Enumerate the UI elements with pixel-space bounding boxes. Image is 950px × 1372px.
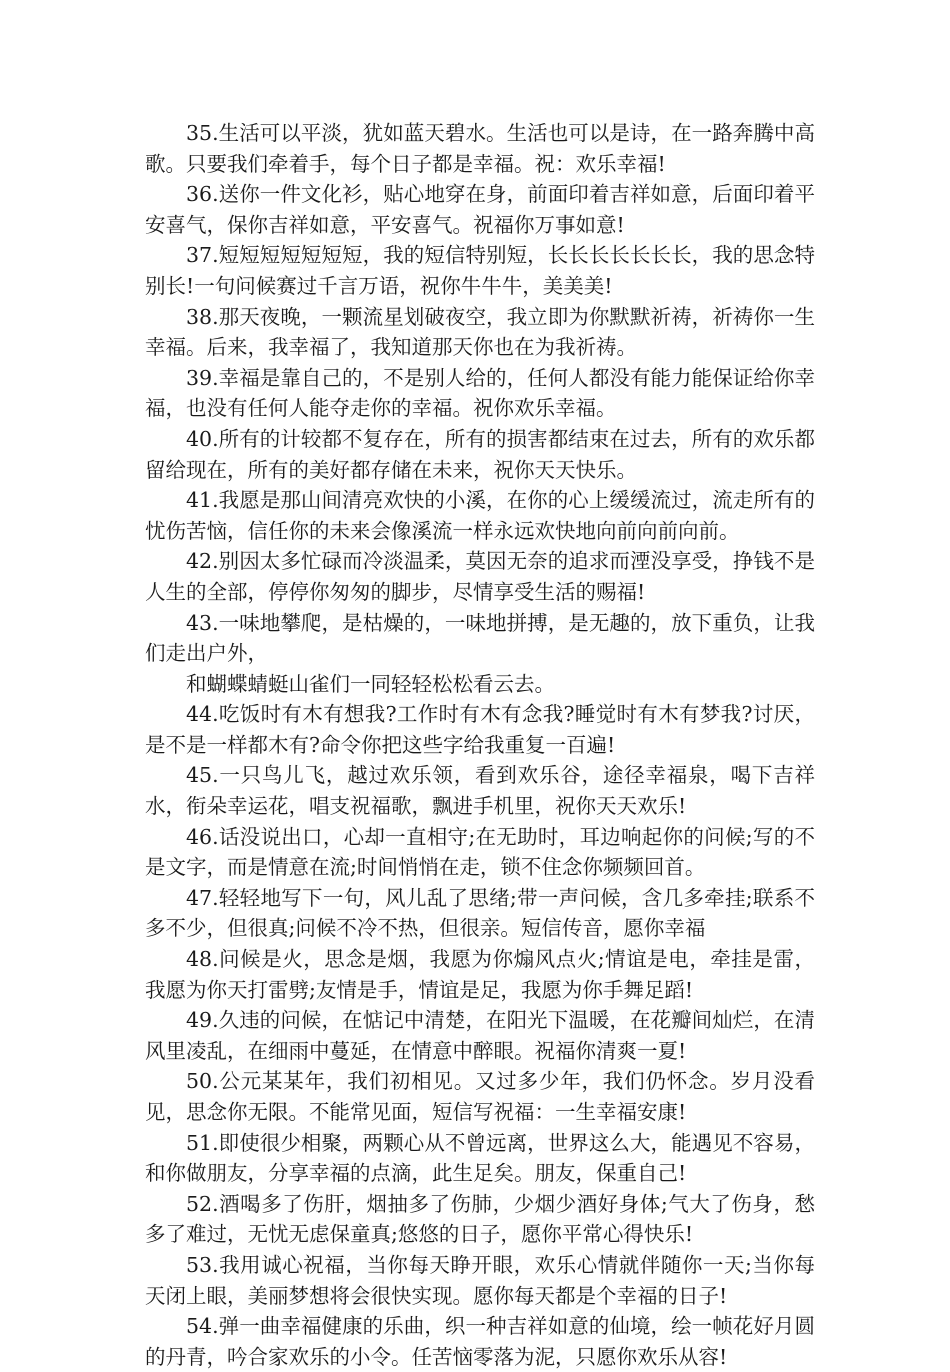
paragraph-41: 41.我愿是那山间清亮欢快的小溪，在你的心上缓缓流过，流走所有的忧伤苦恼，信任你的未来会像溪流一样永远欢快地向前向前向前。	[145, 488, 815, 543]
paragraph-43: 43.一味地攀爬，是枯燥的，一味地拼搏，是无趣的，放下重负，让我们走出户外，	[145, 610, 815, 666]
paragraph-54: 54.弹一曲幸福健康的乐曲，织一种吉祥如意的仙境，绘一帧花好月圆的丹青，吟合家欢乐的小令。任苦恼零落为泥，只愿你欢乐从容!	[145, 1314, 815, 1369]
paragraph-39: 39.幸福是靠自己的，不是别人给的，任何人都没有能力能保证给你幸福，也没有任何人能夺走你的幸福。祝你欢乐幸福。	[145, 365, 815, 421]
paragraph-44: 44.吃饭时有木有想我?工作时有木有念我?睡觉时有木有梦我?讨厌，是不是一样都木有?命令你把这些字给我重复一百遍!	[145, 702, 815, 757]
paragraph-40: 40.所有的计较都不复存在，所有的损害都结束在过去，所有的欢乐都留给现在，所有的美好都存储在未来，祝你天天快乐。	[145, 426, 815, 482]
paragraph-46: 46.话没说出口，心却一直相守;在无助时，耳边响起你的问候;写的不是文字，而是情意在流;时间悄悄在走，锁不住念你频频回首。	[145, 824, 815, 880]
paragraph-52: 52.酒喝多了伤肝，烟抽多了伤肺，少烟少酒好身体;气大了伤身，愁多了难过，无忧无虑保童真;悠悠的日子，愿你平常心得快乐!	[145, 1191, 815, 1247]
paragraph-36: 36.送你一件文化衫，贴心地穿在身，前面印着吉祥如意，后面印着平安喜气，保你吉祥如意，平安喜气。祝福你万事如意!	[145, 182, 815, 237]
paragraph-48: 48.问候是火，思念是烟，我愿为你煽风点火;情谊是电，牵挂是雷，我愿为你天打雷劈;友情是手，情谊是足，我愿为你手舞足蹈!	[145, 947, 815, 1002]
paragraph-35: 35.生活可以平淡，犹如蓝天碧水。生活也可以是诗，在一路奔腾中高歌。只要我们牵着手，每个日子都是幸福。祝：欢乐幸福!	[145, 121, 815, 176]
paragraph-50: 50.公元某某年，我们初相见。又过多少年，我们仍怀念。岁月没看见，思念你无限。不能常见面，短信写祝福：一生幸福安康!	[145, 1069, 815, 1124]
paragraph-45: 45.一只鸟儿飞，越过欢乐领，看到欢乐谷，途径幸福泉，喝下吉祥水，衔朵幸运花，唱支祝福歌，飘进手机里，祝你天天欢乐!	[145, 763, 815, 819]
paragraph-53: 53.我用诚心祝福，当你每天睁开眼，欢乐心情就伴随你一天;当你每天闭上眼，美丽梦想将会很快实现。愿你每天都是个幸福的日子!	[145, 1252, 815, 1308]
document-body	[145, 118, 815, 1372]
paragraph-38: 38.那天夜晚，一颗流星划破夜空，我立即为你默默祈祷，祈祷你一生幸福。后来，我幸福了，我知道那天你也在为我祈祷。	[145, 304, 815, 360]
paragraph-47: 47.轻轻地写下一句，风儿乱了思绪;带一声问候，含几多牵挂;联系不多不少，但很真;问候不冷不热，但很亲。短信传音，愿你幸福	[145, 885, 815, 941]
paragraph-51: 51.即使很少相聚，两颗心从不曾远离，世界这么大，能遇见不容易，和你做朋友，分享幸福的点滴，此生足矣。朋友，保重自己!	[145, 1130, 815, 1186]
paragraph-42: 42.别因太多忙碌而冷淡温柔，莫因无奈的追求而湮没享受，挣钱不是人生的全部，停停你匆匆的脚步，尽情享受生活的赐福!	[145, 549, 815, 604]
paragraph-43-continuation: 和蝴蝶蜻蜓山雀们一同轻轻松松看云去。	[186, 671, 555, 696]
paragraph-49: 49.久违的问候，在惦记中清楚，在阳光下温暖，在花瓣间灿烂，在清风里凌乱，在细雨中蔓延，在情意中醉眼。祝福你清爽一夏!	[145, 1008, 815, 1063]
paragraph-37: 37.短短短短短短短，我的短信特别短，长长长长长长长，我的思念特别长!一句问候赛过千言万语，祝你牛牛牛，美美美!	[145, 243, 815, 298]
